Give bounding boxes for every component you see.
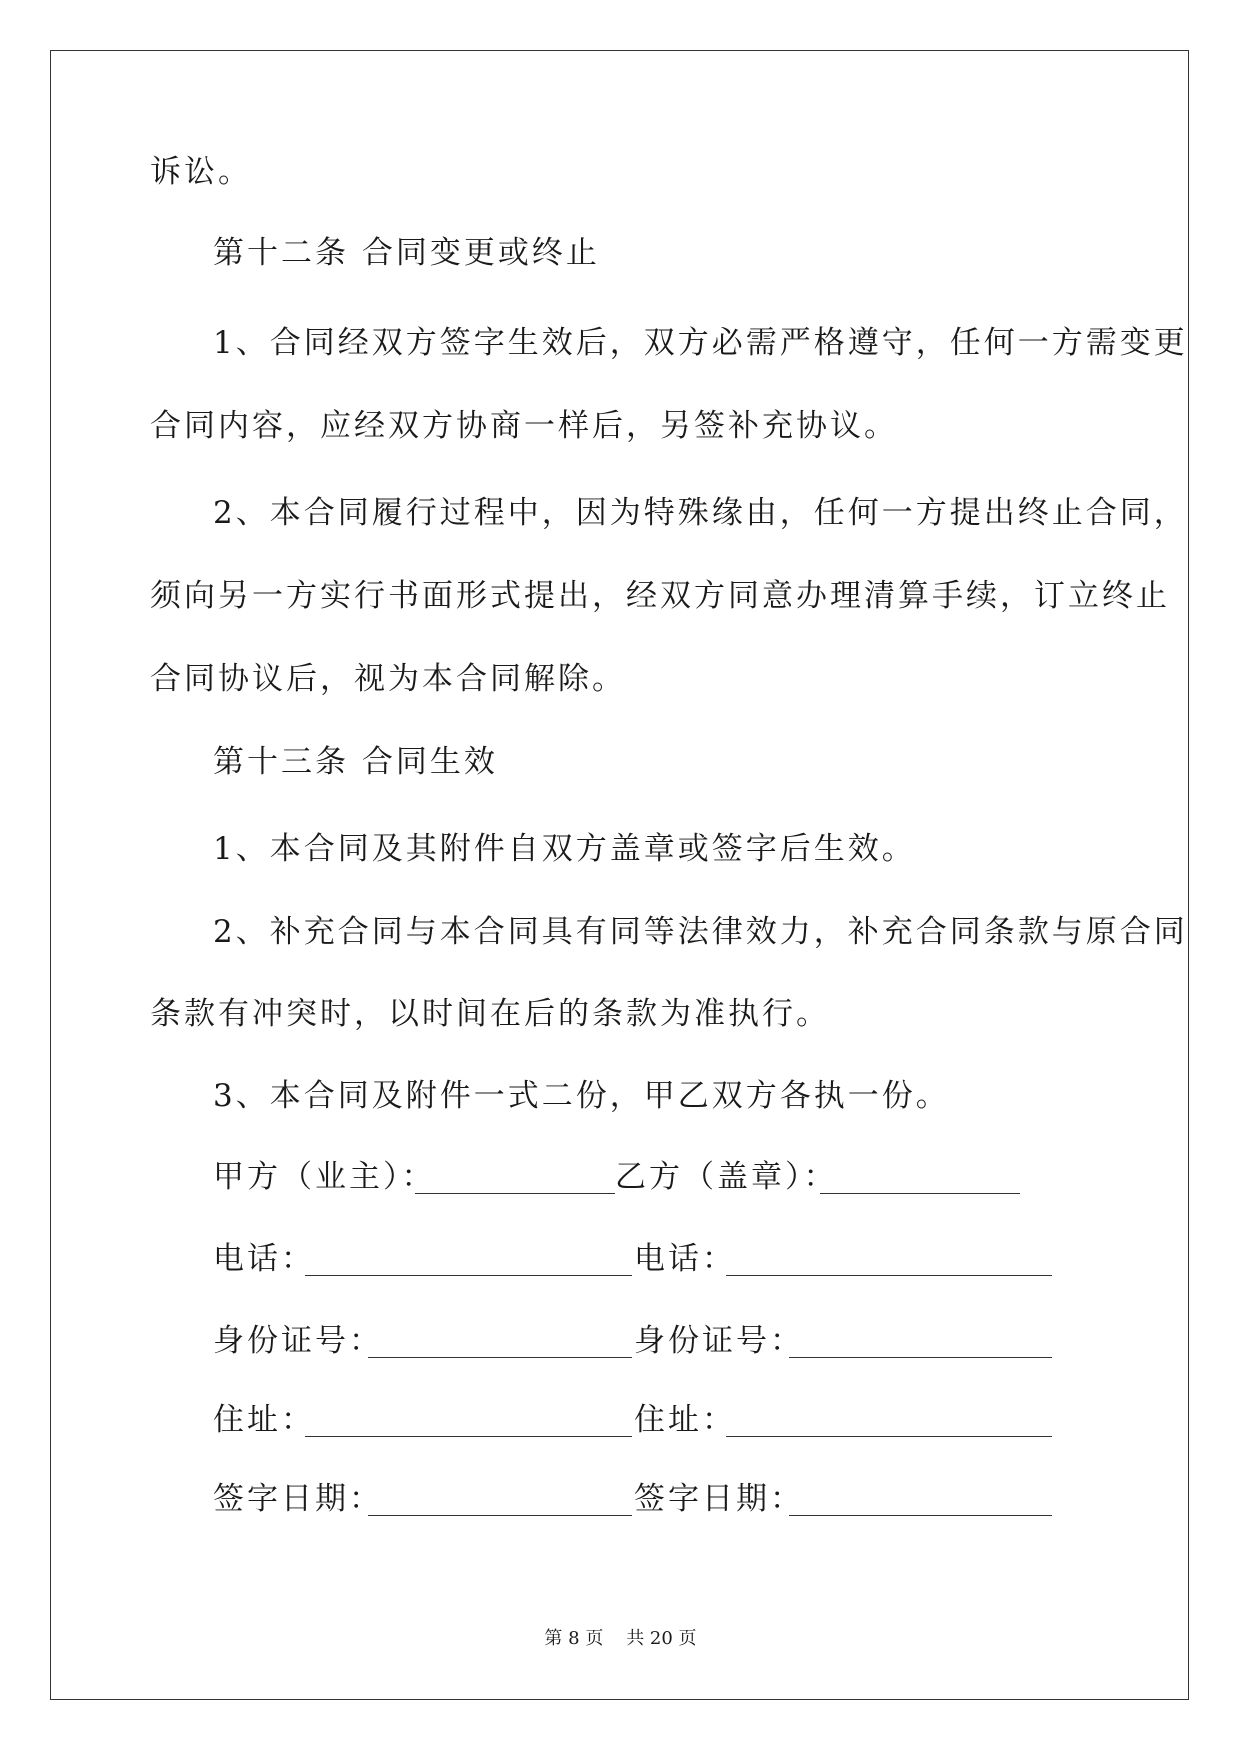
- party-b-label: 乙方（盖章）：: [615, 1159, 838, 1195]
- paragraph-line: 合同内容，应经双方协商一样后，另签补充协议。: [150, 408, 898, 444]
- address-b-label: 住址：: [634, 1402, 736, 1438]
- signature-row-date: [0, 1479, 1241, 1523]
- paragraph-line: 1、本合同及其附件自双方盖章或签字后生效。: [213, 831, 916, 867]
- page-number-footer: 第 8 页 共 20 页: [544, 1628, 697, 1649]
- date-b-blank[interactable]: [789, 1515, 1052, 1516]
- paragraph-line: 诉讼。: [150, 154, 252, 190]
- id-a-label: 身份证号：: [213, 1323, 383, 1359]
- phone-a-label: 电话：: [213, 1241, 315, 1277]
- date-b-label: 签字日期：: [634, 1481, 804, 1517]
- address-a-label: 住址：: [213, 1402, 315, 1438]
- address-b-blank[interactable]: [726, 1436, 1052, 1437]
- page-frame: [50, 50, 1189, 1700]
- signature-row-parties: [0, 1157, 1241, 1201]
- paragraph-line: 3、本合同及附件一式二份，甲乙双方各执一份。: [213, 1078, 950, 1114]
- address-a-blank[interactable]: [305, 1436, 632, 1437]
- paragraph-line: 2、补充合同与本合同具有同等法律效力，补充合同条款与原合同: [213, 914, 1188, 950]
- paragraph-line: 条款有冲突时，以时间在后的条款为准执行。: [150, 996, 830, 1032]
- section-heading-twelve: 第十二条 合同变更或终止: [213, 235, 600, 271]
- paragraph-line: 合同协议后，视为本合同解除。: [150, 661, 626, 697]
- party-a-blank[interactable]: [415, 1193, 615, 1194]
- party-a-label: 甲方（业主）：: [213, 1159, 436, 1195]
- party-b-blank[interactable]: [820, 1193, 1020, 1194]
- signature-row-id: [0, 1321, 1241, 1365]
- id-b-label: 身份证号：: [634, 1323, 804, 1359]
- date-a-label: 签字日期：: [213, 1481, 383, 1517]
- paragraph-line: 2、本合同履行过程中，因为特殊缘由，任何一方提出终止合同，: [213, 495, 1188, 531]
- phone-b-label: 电话：: [634, 1241, 736, 1277]
- paragraph-line: 须向另一方实行书面形式提出，经双方同意办理清算手续，订立终止: [150, 578, 1170, 614]
- phone-b-blank[interactable]: [726, 1275, 1052, 1276]
- section-heading-thirteen: 第十三条 合同生效: [213, 744, 498, 780]
- date-a-blank[interactable]: [368, 1515, 632, 1516]
- id-b-blank[interactable]: [789, 1357, 1052, 1358]
- signature-row-phone: [0, 1239, 1241, 1283]
- paragraph-line: 1、合同经双方签字生效后，双方必需严格遵守，任何一方需变更: [213, 325, 1188, 361]
- phone-a-blank[interactable]: [305, 1275, 632, 1276]
- signature-row-address: [0, 1400, 1241, 1444]
- id-a-blank[interactable]: [368, 1357, 632, 1358]
